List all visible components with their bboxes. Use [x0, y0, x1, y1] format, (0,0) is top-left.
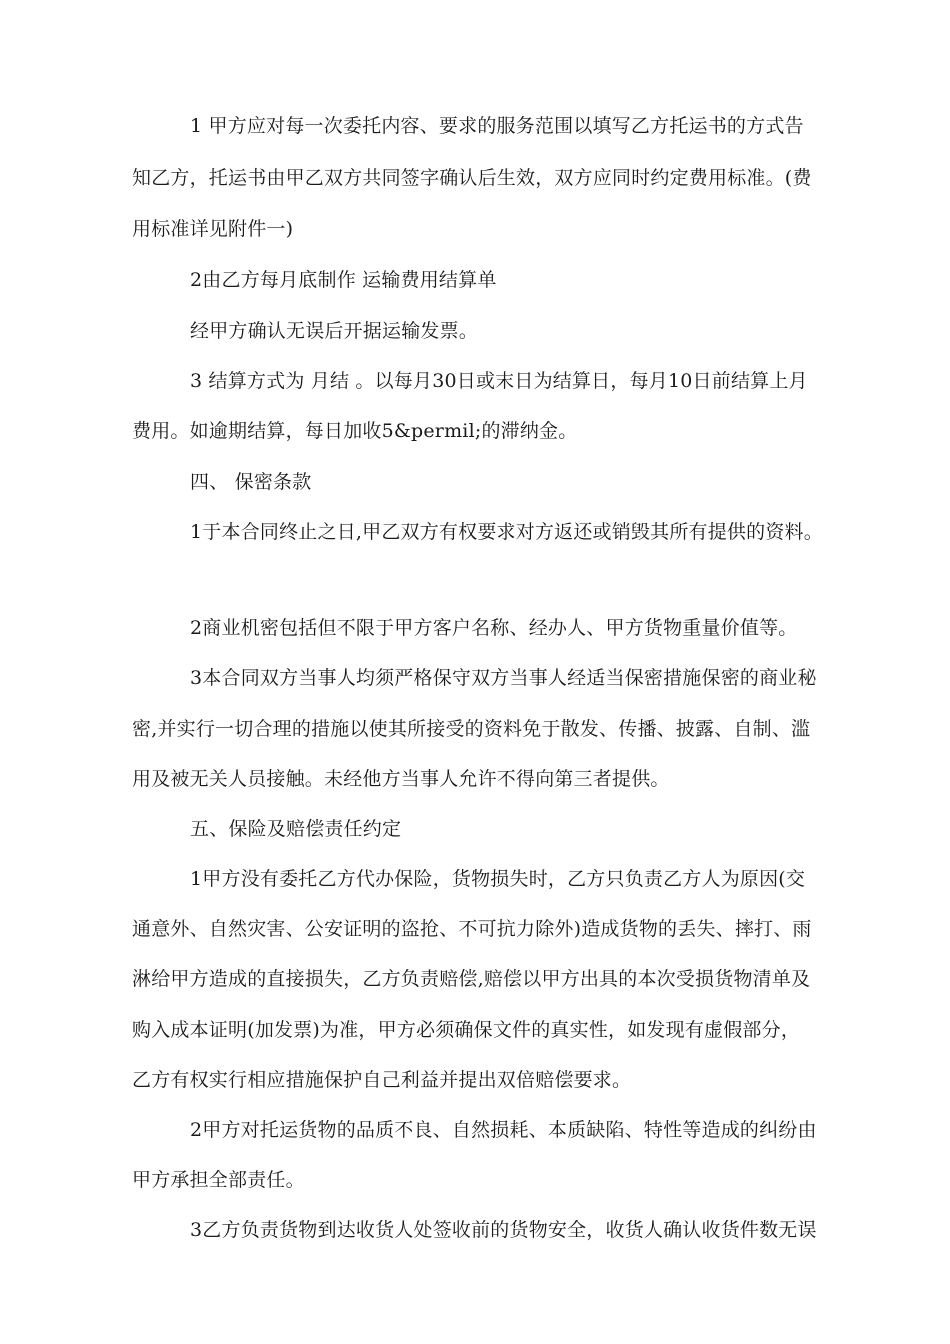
confidentiality-3-line-1: 3本合同双方当事人均须严格保守双方当事人经适当保密措施保密的商业秘 [190, 667, 817, 689]
insurance-3-line-1: 3乙方负责货物到达收货人处签收前的货物安全，收货人确认收货件数无误 [190, 1219, 817, 1241]
insurance-1-line-3: 淋给甲方造成的直接损失，乙方负责赔偿,赔偿以甲方出具的本次受损货物清单及 [132, 968, 811, 990]
clause-2-line-1: 2由乙方每月底制作 运输费用结算单 [190, 269, 497, 291]
clause-1-line-1: 1 甲方应对每一次委托内容、要求的服务范围以填写乙方托运书的方式告 [190, 115, 804, 137]
insurance-1-line-1: 1甲方没有委托乙方代办保险，货物损失时，乙方只负责乙方人为原因(交 [190, 868, 806, 890]
insurance-2-line-2: 甲方承担全部责任。 [132, 1169, 305, 1191]
confidentiality-1: 1于本合同终止之日,甲乙双方有权要求对方返还或销毁其所有提供的资料。 [190, 521, 823, 543]
section-5-heading: 五、保险及赔偿责任约定 [190, 818, 402, 840]
insurance-1-line-5: 乙方有权实行相应措施保护自己利益并提出双倍赔偿要求。 [132, 1069, 632, 1091]
confidentiality-3-line-2: 密,并实行一切合理的措施以使其所接受的资料免于散发、传播、披露、自制、滥 [132, 718, 811, 740]
confidentiality-3-line-3: 用及被无关人员接触。未经他方当事人允许不得向第三者提供。 [132, 768, 670, 790]
clause-1-line-3: 用标准详见附件一) [132, 218, 294, 240]
insurance-1-line-4: 购入成本证明(加发票)为准，甲方必须确保文件的真实性，如发现有虚假部分， [132, 1019, 801, 1041]
clause-3-line-1: 3 结算方式为 月结 。以每月30日或末日为结算日，每月10日前结算上月 [190, 370, 808, 392]
clause-2-line-2: 经甲方确认无误后开据运输发票。 [190, 320, 479, 342]
clause-3-line-2: 费用。如逾期结算，每日加收5&permil;的滞纳金。 [132, 420, 578, 442]
insurance-1-line-2: 通意外、自然灾害、公安证明的盗抢、不可抗力除外)造成货物的丢失、摔打、雨 [132, 918, 812, 940]
confidentiality-2: 2商业机密包括但不限于甲方客户名称、经办人、甲方货物重量价值等。 [190, 617, 798, 639]
insurance-2-line-1: 2甲方对托运货物的品质不良、自然损耗、本质缺陷、特性等造成的纠纷由 [190, 1119, 817, 1141]
clause-1-line-2: 知乙方，托运书由甲乙双方共同签字确认后生效，双方应同时约定费用标准。(费 [132, 167, 812, 189]
section-4-heading: 四、 保密条款 [190, 471, 312, 493]
